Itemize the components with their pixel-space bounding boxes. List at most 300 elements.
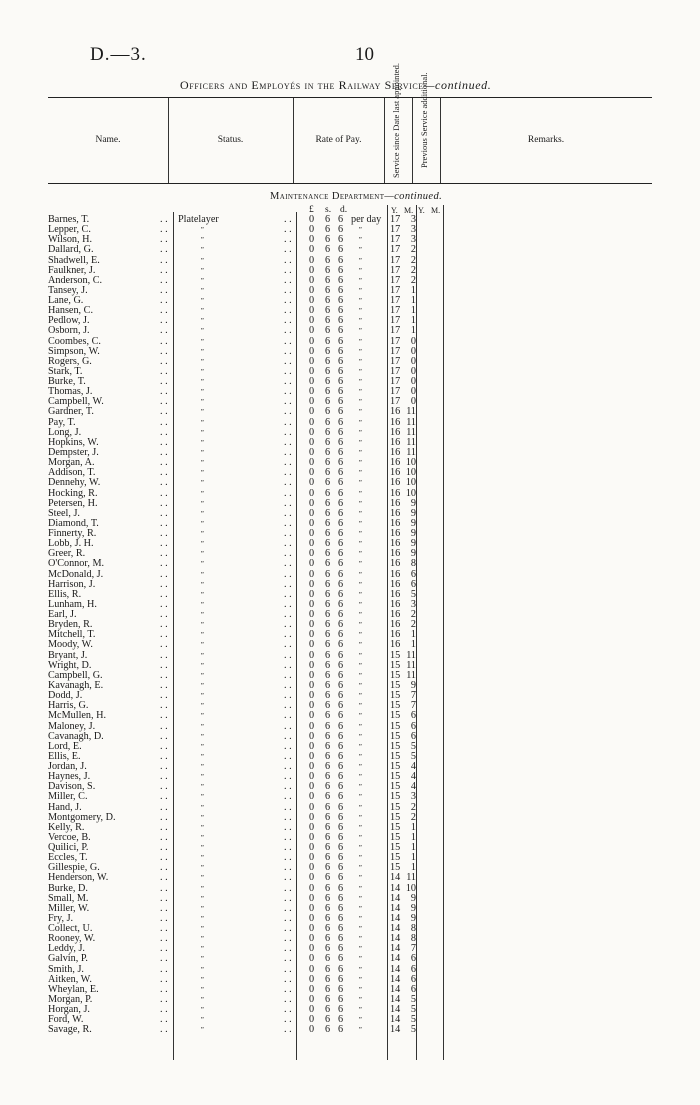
service-years: 15 (390, 669, 401, 681)
rate-pence: 6 (338, 477, 344, 489)
status-ditto: ” (200, 935, 204, 944)
leader-dots: . . (284, 609, 292, 621)
employee-name: Mitchell, T. (48, 629, 96, 641)
leader-dots: . . (160, 477, 168, 489)
employee-name: Dennehy, W. (48, 477, 101, 489)
rate-shillings: 6 (325, 426, 331, 438)
service-years: 15 (390, 720, 401, 732)
rate-per-ditto: ” (358, 570, 362, 579)
rate-pounds: 0 (309, 426, 315, 438)
service-months: 5 (410, 1004, 416, 1016)
leader-dots: . . (284, 710, 292, 722)
rate-pounds: 0 (309, 710, 315, 722)
leader-dots: . . (160, 254, 168, 266)
rate-pounds: 0 (309, 1024, 315, 1036)
rate-pence: 6 (338, 305, 344, 317)
unit-prev-months: M. (431, 206, 441, 215)
leader-dots: . . (284, 842, 292, 854)
rate-shillings: 6 (325, 477, 331, 489)
service-years: 15 (390, 659, 401, 671)
employee-name: Burke, D. (48, 882, 88, 894)
rate-pence: 6 (338, 396, 344, 408)
leader-dots: . . (284, 406, 292, 418)
leader-dots: . . (284, 284, 292, 296)
service-months: 9 (410, 902, 416, 914)
rate-pence: 6 (338, 264, 344, 276)
rate-per-ditto: ” (358, 580, 362, 589)
employee-name: Moody, W. (48, 639, 93, 651)
rate-per-ditto: ” (358, 671, 362, 680)
rate-shillings: 6 (325, 973, 331, 985)
rate-pence: 6 (338, 953, 344, 965)
rate-pence: 6 (338, 295, 344, 307)
employee-name: Harrison, J. (48, 578, 96, 590)
service-years: 16 (390, 548, 401, 560)
rate-pence: 6 (338, 872, 344, 884)
leader-dots: . . (160, 639, 168, 651)
employee-name: Wheylan, E. (48, 983, 99, 995)
leader-dots: . . (160, 457, 168, 469)
leader-dots: . . (160, 842, 168, 854)
rate-shillings: 6 (325, 882, 331, 894)
leader-dots: . . (160, 426, 168, 438)
rate-pence: 6 (338, 528, 344, 540)
rate-pence: 6 (338, 345, 344, 357)
service-months: 8 (410, 923, 416, 935)
leader-dots: . . (284, 214, 292, 225)
rate-pounds: 0 (309, 1004, 315, 1016)
leader-dots: . . (160, 588, 168, 600)
rate-shillings: 6 (325, 446, 331, 458)
leader-dots: . . (160, 558, 168, 570)
service-months: 7 (410, 690, 416, 702)
employee-name: Ford, W. (48, 1014, 84, 1026)
service-months: 3 (410, 598, 416, 610)
rate-per-ditto: ” (358, 540, 362, 549)
rate-shillings: 6 (325, 548, 331, 560)
service-years: 14 (390, 902, 401, 914)
rate-pounds: 0 (309, 842, 315, 854)
status-ditto: ” (200, 1006, 204, 1015)
rate-pence: 6 (338, 578, 344, 590)
status-ditto: ” (200, 327, 204, 336)
service-years: 17 (390, 376, 401, 388)
leader-dots: . . (160, 649, 168, 661)
employee-name: Pay, T. (48, 416, 76, 428)
service-months: 2 (410, 264, 416, 276)
rate-per-ditto: ” (358, 337, 362, 346)
employee-name: Campbell, G. (48, 669, 103, 681)
employee-name: Earl, J. (48, 609, 77, 621)
rate-per-ditto: ” (358, 793, 362, 802)
rate-pence: 6 (338, 335, 344, 347)
leader-dots: . . (160, 335, 168, 347)
rate-pounds: 0 (309, 588, 315, 600)
service-months: 3 (410, 224, 416, 236)
rate-per-ditto: ” (358, 955, 362, 964)
service-months: 11 (406, 436, 416, 448)
leader-dots: . . (284, 831, 292, 843)
rate-pounds: 0 (309, 720, 315, 732)
rate-pence: 6 (338, 386, 344, 398)
service-years: 14 (390, 872, 401, 884)
column-rule (296, 212, 297, 1060)
employee-name: Harris, G. (48, 700, 89, 712)
rate-pence: 6 (338, 963, 344, 975)
service-years: 16 (390, 446, 401, 458)
service-months: 10 (405, 882, 416, 894)
rate-pence: 6 (338, 416, 344, 428)
status-ditto: ” (200, 600, 204, 609)
service-months: 0 (410, 345, 416, 357)
rate-pence: 6 (338, 700, 344, 712)
rate-pounds: 0 (309, 1014, 315, 1026)
rate-shillings: 6 (325, 305, 331, 317)
employee-name: Coombes, C. (48, 335, 101, 347)
rate-pounds: 0 (309, 690, 315, 702)
leader-dots: . . (284, 659, 292, 671)
service-years: 16 (390, 497, 401, 509)
service-months: 0 (410, 355, 416, 367)
service-months: 0 (410, 386, 416, 398)
status-ditto: ” (200, 550, 204, 559)
leader-dots: . . (160, 983, 168, 995)
rate-per-ditto: ” (358, 418, 362, 427)
status-ditto: ” (200, 357, 204, 366)
rate-per-ditto: ” (358, 297, 362, 306)
service-years: 17 (390, 396, 401, 408)
status-ditto: ” (200, 519, 204, 528)
rate-pounds: 0 (309, 730, 315, 742)
leader-dots: . . (160, 669, 168, 681)
service-months: 1 (410, 831, 416, 843)
leader-dots: . . (284, 1004, 292, 1016)
service-months: 4 (410, 781, 416, 793)
rate-per-ditto: ” (358, 408, 362, 417)
leader-dots: . . (160, 761, 168, 773)
status-ditto: ” (200, 590, 204, 599)
leader-dots: . . (160, 801, 168, 813)
leader-dots: . . (284, 730, 292, 742)
rate-pounds: 0 (309, 254, 315, 266)
rate-pence: 6 (338, 943, 344, 955)
rate-pence: 6 (338, 923, 344, 935)
rate-pence: 6 (338, 244, 344, 256)
service-years: 15 (390, 831, 401, 843)
service-years: 17 (390, 214, 401, 225)
rate-pence: 6 (338, 446, 344, 458)
status-ditto: ” (200, 509, 204, 518)
rate-per-ditto: ” (358, 945, 362, 954)
service-months: 10 (405, 477, 416, 489)
unit-years: Y. (391, 206, 398, 215)
service-years: 14 (390, 983, 401, 995)
rate-per: per day (351, 214, 382, 225)
rate-pounds: 0 (309, 558, 315, 570)
service-years: 16 (390, 629, 401, 641)
service-months: 2 (410, 801, 416, 813)
service-months: 6 (410, 963, 416, 975)
rate-shillings: 6 (325, 517, 331, 529)
employee-name: Gillespie, G. (48, 862, 100, 874)
rate-pounds: 0 (309, 487, 315, 499)
employee-name: Rooney, W. (48, 933, 96, 945)
service-years: 16 (390, 477, 401, 489)
rate-pounds: 0 (309, 548, 315, 560)
rate-pounds: 0 (309, 619, 315, 631)
leader-dots: . . (284, 679, 292, 691)
rate-per-ditto: ” (358, 378, 362, 387)
employee-name: Maloney, J. (48, 720, 96, 732)
leader-dots: . . (284, 325, 292, 337)
service-years: 14 (390, 1024, 401, 1036)
leader-dots: . . (160, 609, 168, 621)
status-ditto: ” (200, 996, 204, 1004)
rate-pence: 6 (338, 791, 344, 803)
rate-shillings: 6 (325, 396, 331, 408)
service-years: 15 (390, 852, 401, 864)
employee-name: Ellis, E. (48, 750, 81, 762)
service-months: 6 (410, 568, 416, 580)
service-months: 1 (410, 295, 416, 307)
employee-name: Lobb, J. H. (48, 538, 94, 550)
rate-per-ditto: ” (358, 276, 362, 285)
column-rule (416, 205, 417, 1060)
service-months: 11 (406, 416, 416, 428)
leader-dots: . . (160, 720, 168, 732)
leader-dots: . . (160, 538, 168, 550)
leader-dots: . . (284, 224, 292, 236)
leader-dots: . . (284, 487, 292, 499)
service-years: 15 (390, 690, 401, 702)
service-months: 8 (410, 558, 416, 570)
rate-shillings: 6 (325, 619, 331, 631)
rate-pounds: 0 (309, 912, 315, 924)
employee-name: Cavanagh, D. (48, 730, 104, 742)
employee-name: Thomas, J. (48, 386, 93, 398)
unit-months: M. (404, 206, 414, 215)
service-years: 15 (390, 700, 401, 712)
rate-shillings: 6 (325, 963, 331, 975)
leader-dots: . . (160, 923, 168, 935)
service-years: 17 (390, 355, 401, 367)
employee-name: Horgan, J. (48, 1004, 90, 1016)
rate-per-ditto: ” (358, 752, 362, 761)
rate-pounds: 0 (309, 477, 315, 489)
rate-shillings: 6 (325, 771, 331, 783)
rate-shillings: 6 (325, 700, 331, 712)
rate-shillings: 6 (325, 669, 331, 681)
employee-name: Ellis, R. (48, 588, 82, 600)
service-months: 10 (405, 467, 416, 479)
employee-name: Smith, J. (48, 963, 84, 975)
rate-shillings: 6 (325, 892, 331, 904)
status-ditto: ” (200, 823, 204, 832)
service-years: 16 (390, 487, 401, 499)
leader-dots: . . (160, 467, 168, 479)
rate-per-ditto: ” (358, 763, 362, 772)
rate-pence: 6 (338, 517, 344, 529)
employee-name: Tansey, J. (48, 284, 88, 296)
service-years: 16 (390, 598, 401, 610)
rate-per-ditto: ” (358, 854, 362, 863)
leader-dots: . . (160, 568, 168, 580)
leader-dots: . . (284, 416, 292, 428)
rate-per-ditto: ” (358, 428, 362, 437)
leader-dots: . . (160, 710, 168, 722)
employee-name: Lepper, C. (48, 224, 91, 236)
leader-dots: . . (284, 892, 292, 904)
rate-pence: 6 (338, 882, 344, 894)
employee-name: Anderson, C. (48, 274, 103, 286)
rate-pounds: 0 (309, 700, 315, 712)
leader-dots: . . (284, 872, 292, 884)
service-months: 4 (410, 771, 416, 783)
rate-per-ditto: ” (358, 621, 362, 630)
status-ditto: ” (200, 955, 204, 964)
leader-dots: . . (160, 325, 168, 337)
rate-pounds: 0 (309, 821, 315, 833)
header-divider (412, 98, 413, 183)
rate-pence: 6 (338, 781, 344, 793)
status-ditto: ” (200, 297, 204, 306)
rate-pounds: 0 (309, 750, 315, 762)
employee-name: McMullen, H. (48, 710, 107, 722)
leader-dots: . . (284, 963, 292, 975)
leader-dots: . . (284, 558, 292, 570)
employee-name: Bryden, R. (48, 619, 93, 631)
status-ditto: ” (200, 965, 204, 974)
service-years: 16 (390, 558, 401, 570)
service-years: 16 (390, 426, 401, 438)
status-ditto: ” (200, 773, 204, 782)
status-ditto: ” (200, 489, 204, 498)
rate-pence: 6 (338, 406, 344, 418)
leader-dots: . . (284, 740, 292, 752)
rate-per-ditto: ” (358, 317, 362, 326)
leader-dots: . . (284, 781, 292, 793)
rate-per-ditto: ” (358, 722, 362, 731)
employee-name: Hansen, C. (48, 305, 93, 317)
service-years: 15 (390, 801, 401, 813)
rate-shillings: 6 (325, 679, 331, 691)
leader-dots: . . (284, 1024, 292, 1036)
leader-dots: . . (160, 811, 168, 823)
rate-pence: 6 (338, 325, 344, 337)
service-months: 6 (410, 710, 416, 722)
employee-name: Small, M. (48, 892, 89, 904)
employee-name: Miller, W. (48, 902, 90, 914)
rate-pounds: 0 (309, 598, 315, 610)
rate-per-ditto: ” (358, 925, 362, 934)
rate-per-ditto: ” (358, 357, 362, 366)
rate-shillings: 6 (325, 781, 331, 793)
leader-dots: . . (284, 973, 292, 985)
employee-name: Dallard, G. (48, 244, 94, 256)
leader-dots: . . (160, 517, 168, 529)
leader-dots: . . (160, 1004, 168, 1016)
rate-shillings: 6 (325, 609, 331, 621)
service-months: 9 (410, 497, 416, 509)
rate-shillings: 6 (325, 811, 331, 823)
unit-pounds: £ (309, 205, 314, 215)
leader-dots: . . (160, 528, 168, 540)
leader-dots: . . (284, 386, 292, 398)
leader-dots: . . (284, 750, 292, 762)
service-months: 1 (410, 305, 416, 317)
status-ditto: ” (200, 803, 204, 812)
rate-pence: 6 (338, 811, 344, 823)
rate-pounds: 0 (309, 781, 315, 793)
rate-pounds: 0 (309, 325, 315, 337)
column-header-previous-service: Previous Service additional. (419, 72, 429, 168)
leader-dots: . . (284, 811, 292, 823)
employee-name: Addison, T. (48, 467, 96, 479)
leader-dots: . . (284, 882, 292, 894)
leader-dots: . . (284, 588, 292, 600)
service-months: 11 (406, 649, 416, 661)
leader-dots: . . (284, 933, 292, 945)
service-months: 0 (410, 335, 416, 347)
status-ditto: ” (200, 266, 204, 275)
rate-pounds: 0 (309, 761, 315, 773)
document-reference: D.—3. (90, 44, 147, 65)
rate-shillings: 6 (325, 284, 331, 296)
service-months: 11 (406, 872, 416, 884)
leader-dots: . . (160, 750, 168, 762)
leader-dots: . . (284, 943, 292, 955)
leader-dots: . . (284, 791, 292, 803)
service-years: 17 (390, 386, 401, 398)
rate-per-ditto: ” (358, 773, 362, 782)
rate-pence: 6 (338, 892, 344, 904)
rate-shillings: 6 (325, 507, 331, 519)
rate-pounds: 0 (309, 355, 315, 367)
rate-per-ditto: ” (358, 509, 362, 518)
rate-per-ditto: ” (358, 803, 362, 812)
rate-per-ditto: ” (358, 996, 362, 1004)
service-years: 15 (390, 740, 401, 752)
service-years: 15 (390, 761, 401, 773)
rate-pounds: 0 (309, 669, 315, 681)
employee-name: Hopkins, W. (48, 436, 99, 448)
leader-dots: . . (160, 973, 168, 985)
service-months: 9 (410, 528, 416, 540)
service-years: 15 (390, 821, 401, 833)
status-ditto: ” (200, 894, 204, 903)
service-months: 8 (410, 933, 416, 945)
leader-dots: . . (160, 305, 168, 317)
service-years: 14 (390, 953, 401, 965)
rate-pounds: 0 (309, 224, 315, 236)
rate-pence: 6 (338, 609, 344, 621)
rate-pounds: 0 (309, 902, 315, 914)
service-months: 7 (410, 700, 416, 712)
rate-shillings: 6 (325, 720, 331, 732)
status-ditto: ” (200, 469, 204, 478)
service-months: 5 (410, 588, 416, 600)
rate-per-ditto: ” (358, 388, 362, 397)
employee-name: Lord, E. (48, 740, 82, 752)
rate-pounds: 0 (309, 284, 315, 296)
rate-pounds: 0 (309, 416, 315, 428)
leader-dots: . . (284, 690, 292, 702)
rate-pounds: 0 (309, 295, 315, 307)
leader-dots: . . (284, 507, 292, 519)
rate-shillings: 6 (325, 365, 331, 377)
rate-pounds: 0 (309, 274, 315, 286)
status-ditto: ” (200, 570, 204, 579)
